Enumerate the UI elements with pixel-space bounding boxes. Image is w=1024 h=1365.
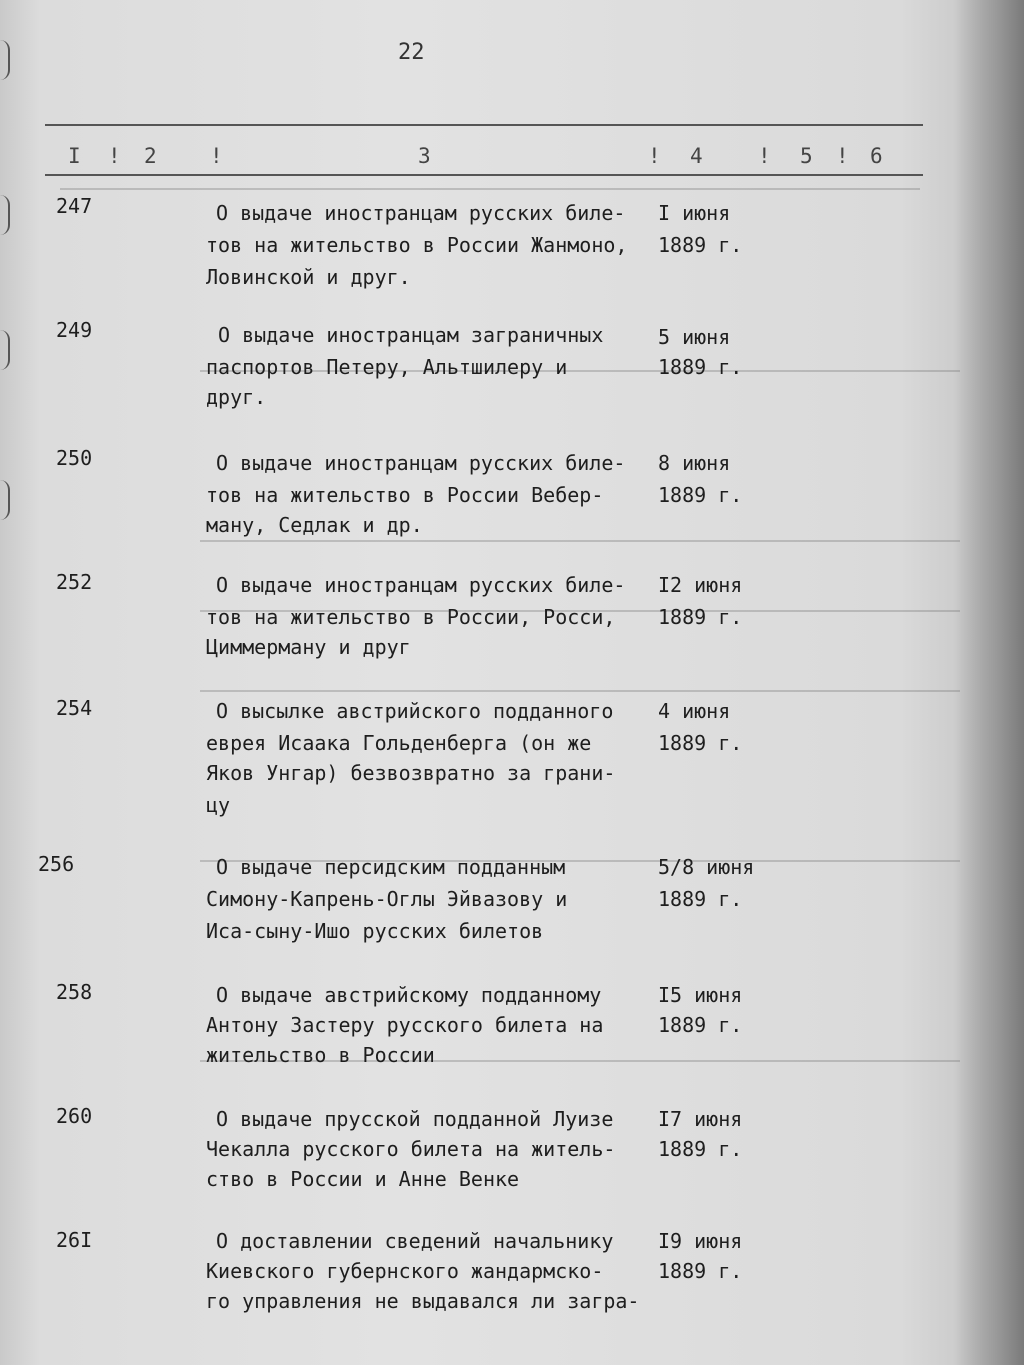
column-separator: !: [758, 144, 771, 168]
column-header-4: 4: [690, 144, 704, 168]
entry-text-line: го управления не выдавался ли загра-: [206, 1289, 640, 1313]
entry-text-line: О выдаче иностранцам русских биле-: [216, 201, 626, 225]
entry-number: 254: [56, 696, 93, 720]
entry-date: I2 июня: [658, 573, 743, 597]
entry-text-line: О выдаче прусской подданной Луизе: [216, 1107, 614, 1131]
header-top-rule: [45, 124, 923, 126]
bleed-through-rule: [60, 188, 920, 190]
column-header-5: 5: [800, 144, 814, 168]
binding-mark: [0, 195, 10, 235]
entry-number: 252: [56, 570, 93, 594]
column-separator: !: [648, 144, 661, 168]
entry-text-line: Киевского губернского жандармско-: [206, 1259, 604, 1283]
entry-number: 258: [56, 980, 93, 1004]
entry-text-line: Яков Унгар) безвозвратно за грани-: [206, 761, 616, 785]
entry-date: 1889 г.: [658, 483, 743, 507]
entry-text-line: О доставлении сведений начальнику: [216, 1229, 614, 1253]
entry-text-line: О высылке австрийского подданного: [216, 699, 614, 723]
entry-date: 1889 г.: [658, 1137, 743, 1161]
entry-text-line: Ловинской и друг.: [206, 265, 411, 289]
page-number: 22: [398, 40, 425, 65]
entry-text-line: Симону-Капрень-Оглы Эйвазову и: [206, 887, 568, 911]
entry-number: 249: [56, 318, 93, 342]
entry-text-line: друг.: [206, 385, 267, 409]
entry-date: I9 июня: [658, 1229, 743, 1253]
entry-date: 1889 г.: [658, 887, 743, 911]
entry-date: 1889 г.: [658, 1013, 743, 1037]
binding-mark: [0, 480, 10, 520]
entry-number: 26I: [56, 1228, 93, 1252]
column-separator: !: [836, 144, 849, 168]
column-separator: !: [210, 144, 223, 168]
entry-number: 260: [56, 1104, 93, 1128]
entry-text-line: тов на жительство в России Жанмоно,: [206, 233, 628, 257]
entry-text-line: О выдаче персидским подданным: [216, 855, 566, 879]
entry-date: 1889 г.: [658, 233, 743, 257]
entry-text-line: О выдаче иностранцам заграничных: [206, 323, 604, 347]
entry-text-line: жительство в России: [206, 1043, 435, 1067]
entry-text-line: О выдаче иностранцам русских биле-: [216, 451, 626, 475]
binding-mark: [0, 40, 10, 80]
column-header-1: I: [68, 144, 82, 168]
column-header-3: 3: [418, 144, 432, 168]
entry-text-line: тов на жительство в России, Росси,: [206, 605, 616, 629]
entry-date: 1889 г.: [658, 731, 743, 755]
binding-mark: [0, 330, 10, 370]
entry-text-line: Антону Застеру русского билета на: [206, 1013, 604, 1037]
entry-date: 1889 г.: [658, 1259, 743, 1283]
bleed-through-rule: [200, 690, 960, 692]
entry-text-line: Иса-сыну-Ишо русских билетов: [206, 919, 544, 943]
entry-text-line: еврея Исаака Гольденберга (он же: [206, 731, 592, 755]
entry-text-line: О выдаче иностранцам русских биле-: [216, 573, 626, 597]
column-separator: !: [108, 144, 121, 168]
column-header-2: 2: [144, 144, 158, 168]
entry-date: 5 июня: [658, 325, 731, 349]
entry-text-line: ство в России и Анне Венке: [206, 1167, 520, 1191]
page-edge-shadow: [954, 0, 1024, 1365]
column-header-6: 6: [870, 144, 884, 168]
entry-text-line: тов на жительство в России Вебер-: [206, 483, 604, 507]
entry-text-line: Чекалла русского билета на житель-: [206, 1137, 616, 1161]
entry-number: 247: [56, 194, 93, 218]
entry-date: 1889 г.: [658, 355, 743, 379]
entry-text-line: цу: [206, 793, 231, 817]
entry-date: 5/8 июня: [658, 855, 755, 879]
entry-text-line: ману, Седлак и др.: [206, 513, 423, 537]
entry-number: 250: [56, 446, 93, 470]
bleed-through-rule: [200, 540, 960, 542]
entry-text-line: паспортов Петеру, Альтшилеру и: [206, 355, 568, 379]
header-bottom-rule: [45, 174, 923, 176]
entry-number: 256: [38, 852, 75, 876]
entry-date: I июня: [658, 201, 731, 225]
entry-date: I5 июня: [658, 983, 743, 1007]
entry-text-line: О выдаче австрийскому подданному: [216, 983, 602, 1007]
entry-date: 1889 г.: [658, 605, 743, 629]
entry-date: I7 июня: [658, 1107, 743, 1131]
entry-date: 4 июня: [658, 699, 731, 723]
entry-text-line: Циммерману и друг: [206, 635, 411, 659]
entry-date: 8 июня: [658, 451, 731, 475]
